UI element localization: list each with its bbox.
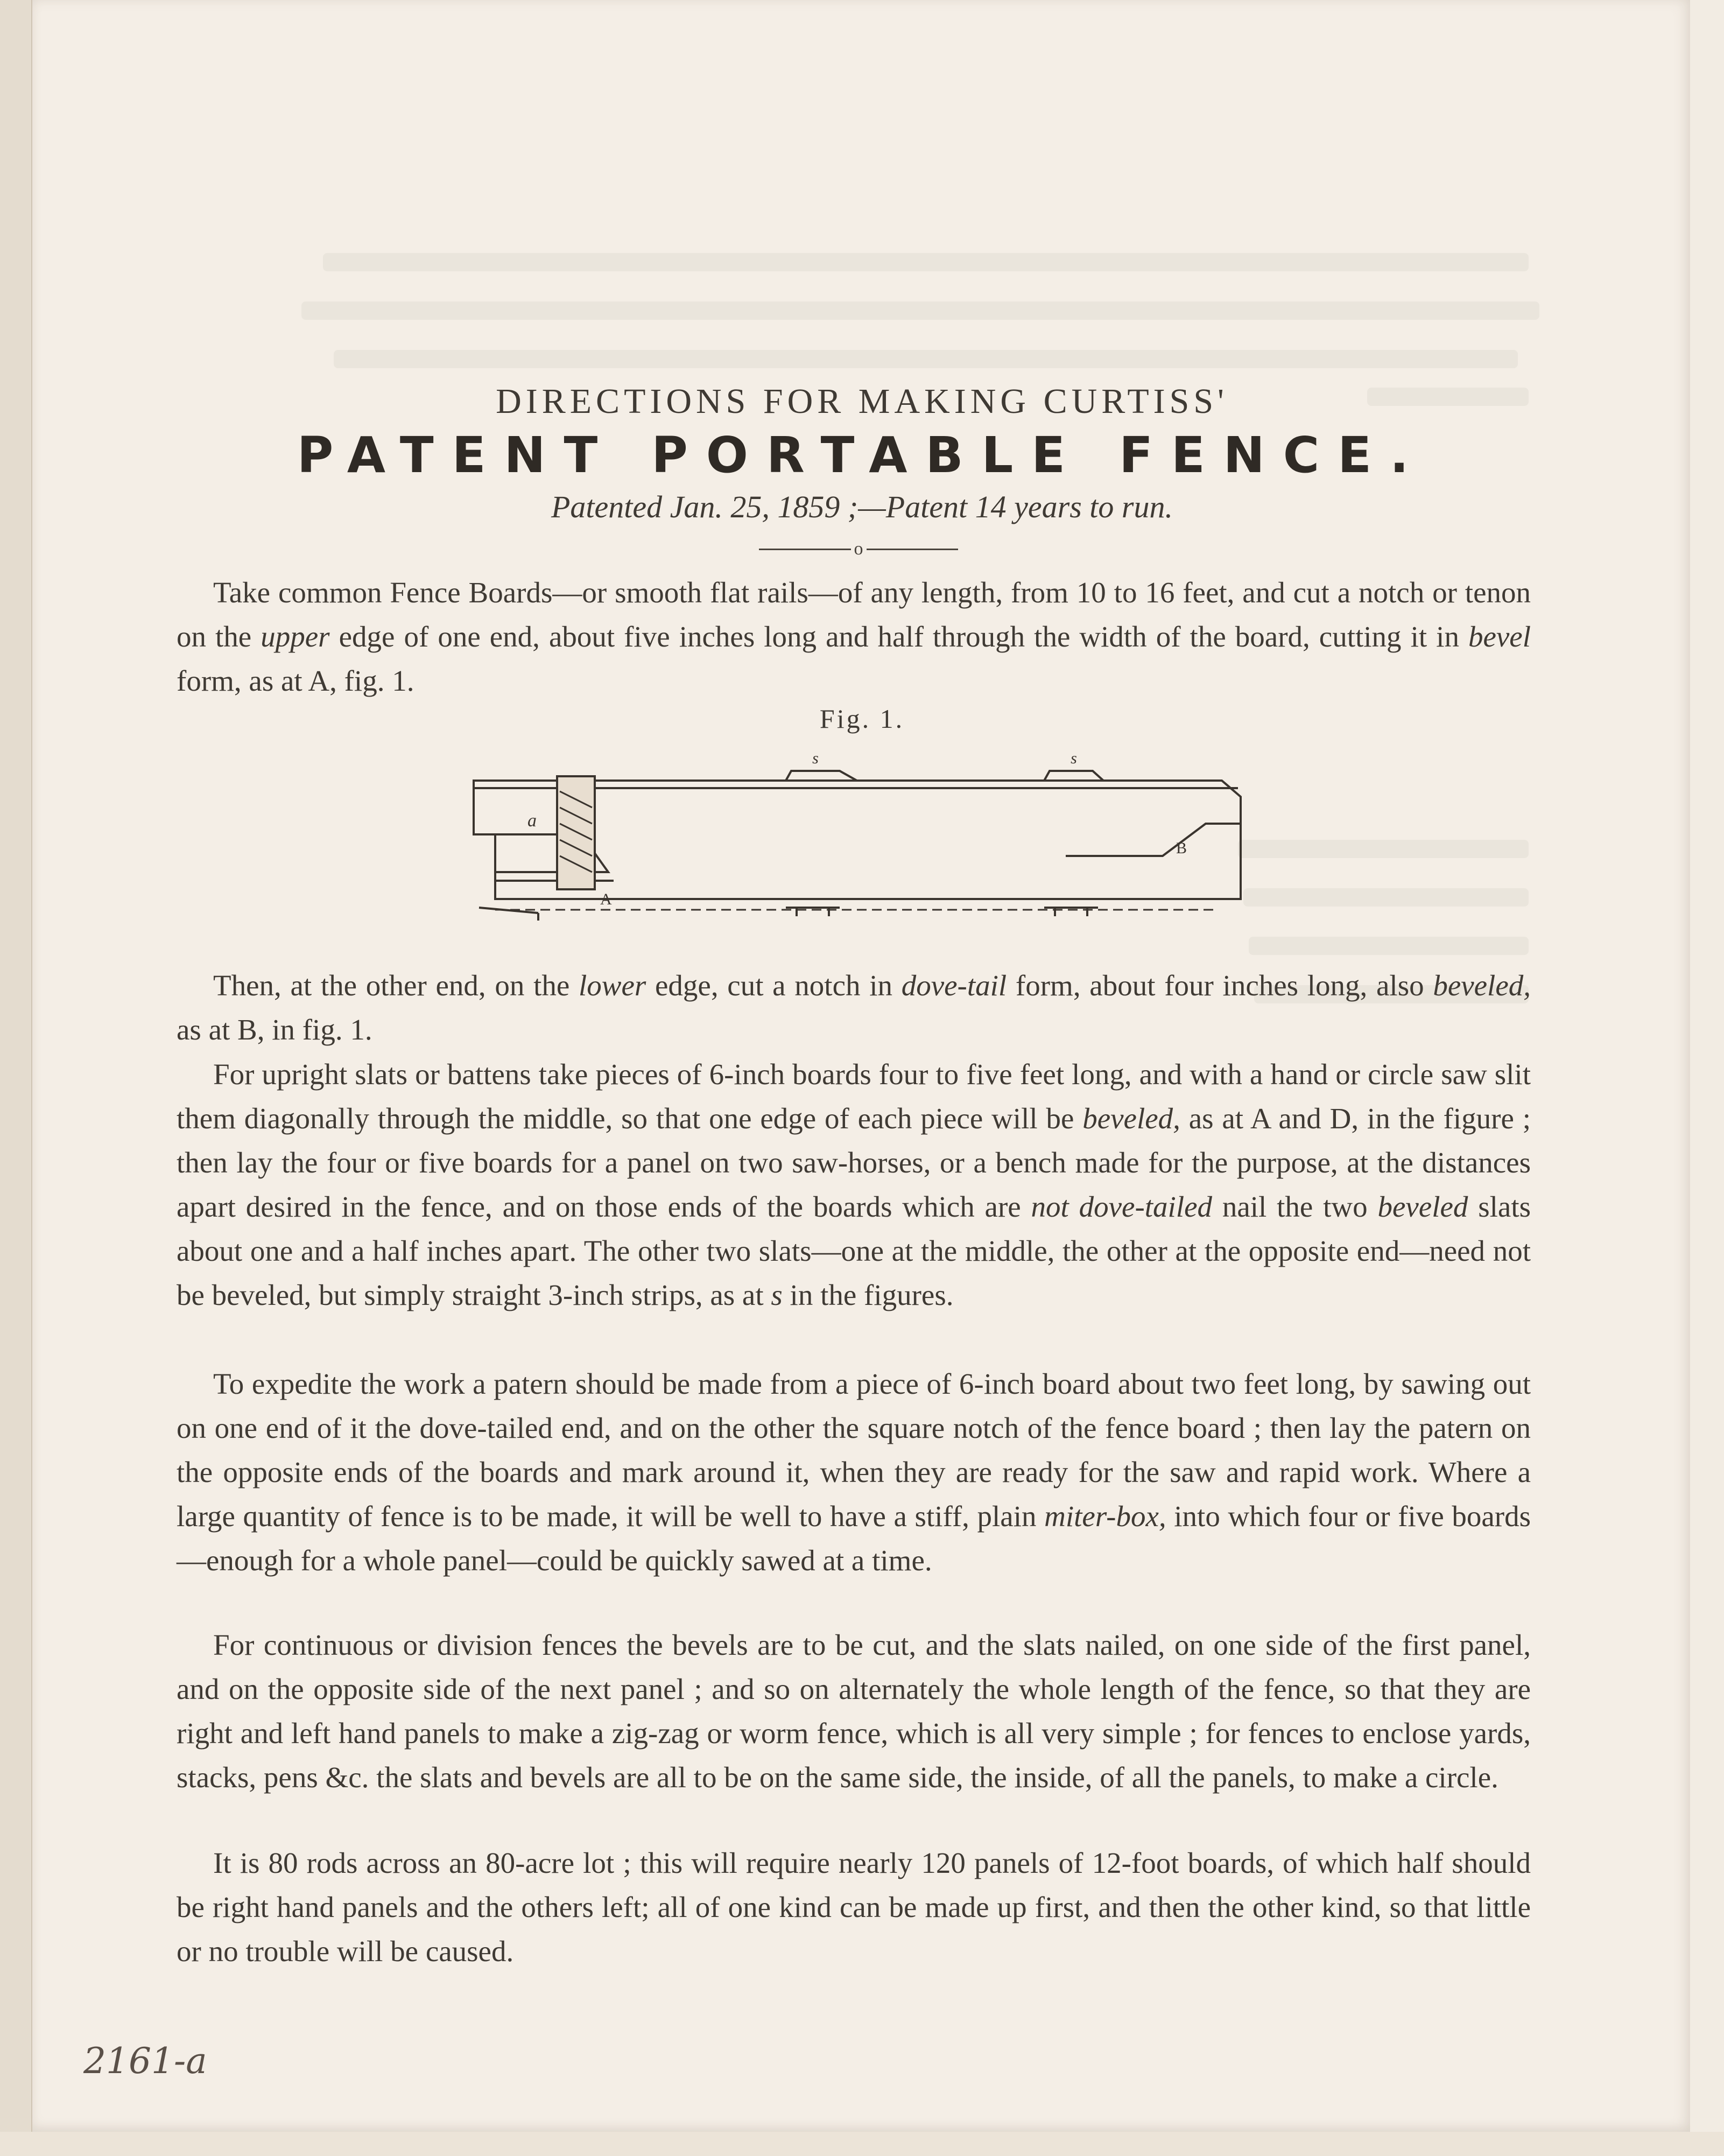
paragraph-5: For continuous or division fences the bevels are to be cut, and the slats nailed, on one side of the first panel, and on the opposite side of the next panel ; and so on alternately the whole length of the fence, so that they are right and left hand panels to make a zig-zag or worm fence, which is all very simple ; for fences to enclose yards, stacks, pens &c. the slats and bevels are all to be on the same side, the inside, of all the panels, to make a circle. xyxy=(177,1628,1531,1794)
top-slat-cap-1 xyxy=(786,771,857,781)
paragraph-3-text-c: as at A and D, in the figure ; then lay the four or five boards for a panel on two saw-horses, or a bench made for the purpose, at the distances apart desired in the fence, and on those ends of the boards which are xyxy=(177,1102,1531,1223)
dovetail-notch-b xyxy=(1066,824,1241,856)
paragraph-2 xyxy=(177,964,1531,1052)
bottom-strip-2 xyxy=(786,908,840,916)
paper-bottom-margin xyxy=(0,2132,1724,2156)
paragraph-2-italic-dove-tail: dove-tail xyxy=(901,969,1007,1002)
paragraph-1-italic-upper: upper xyxy=(261,620,330,653)
figure-label-B: B xyxy=(1176,839,1187,857)
paragraph-3-italic-not-dove-tailed: not dove-tailed xyxy=(1031,1190,1213,1223)
paragraph-1-italic-bevel: bevel xyxy=(1468,620,1531,653)
paragraph-4 xyxy=(177,1362,1531,1583)
paragraph-1-text-e: form, as at A, fig. 1. xyxy=(177,664,414,697)
paragraph-1 xyxy=(177,571,1531,703)
paragraph-1-text-a: Take common Fence Boards—or smooth flat rails—of any length, from 10 to 16 feet, and cut a notch or tenon on the xyxy=(177,576,1531,653)
page-binding-edge xyxy=(0,0,34,2156)
paragraph-2-text-g: as at B, in fig. 1. xyxy=(177,1013,372,1046)
fence-board-figure xyxy=(463,748,1259,974)
paragraph-6: It is 80 rods across an 80-acre lot ; this will require nearly 120 panels of 12-foot boards, of which half should be right hand panels and the others left; all of one kind can be made up first, and then the other kind, so that little or no trouble will be caused. xyxy=(177,1846,1531,1968)
figure-caption: Fig. 1. xyxy=(819,704,905,734)
paragraph-3-italic-beveled: beveled, xyxy=(1082,1102,1180,1135)
top-slat-cap-2 xyxy=(1044,771,1103,781)
handwritten-catalog-note: 2161-a xyxy=(83,2040,207,2082)
figure-label-s-2: s xyxy=(1071,749,1077,767)
paragraph-3-text-e: nail the two xyxy=(1212,1190,1378,1223)
rule-line-right xyxy=(867,549,959,550)
rule-line-left xyxy=(759,549,851,550)
heading-rule xyxy=(759,539,958,559)
paragraph-3-italic-s: s xyxy=(771,1279,783,1311)
heading-patent-portable-fence: PATENT PORTABLE FENCE. xyxy=(297,426,1427,484)
figure-label-a-small: a xyxy=(527,811,537,831)
paragraph-3-text-i: in the figures. xyxy=(782,1279,954,1311)
paragraph-2-text-e: form, about four inches long, also xyxy=(1007,969,1433,1002)
paragraph-4-italic-miter-box: miter-box, xyxy=(1044,1500,1166,1533)
paragraph-3-italic-beveled-2: beveled xyxy=(1377,1190,1468,1223)
paragraph-3-text-g: slats about one and a half inches apart. The other two slats—one at the middle, the other at the opposite end—need not be beveled, but simply straight 3-inch strips, as at xyxy=(177,1190,1531,1311)
figure-label-A: A xyxy=(600,890,612,908)
paragraph-2-text-c: edge, cut a notch in xyxy=(646,969,902,1002)
heading-directions: DIRECTIONS FOR MAKING CURTISS' xyxy=(496,382,1228,421)
paragraph-4-text-a: To expedite the work a patern should be made from a piece of 6-inch board about two feet long, by sawing out on one end of it the dove-tailed end, and on the other the square notch of the fence board ; then lay the patern on the opposite ends of the boards and mark around it, when they are ready for the saw and rapid work. Where a large quantity of fence is to be made, it will be well to have a stiff, plain xyxy=(177,1367,1531,1533)
rule-mark: o xyxy=(854,539,863,559)
paragraph-2-italic-beveled: beveled, xyxy=(1433,969,1531,1002)
paragraph-2-italic-lower: lower xyxy=(579,969,646,1002)
paragraph-1-text-c: edge of one end, about five inches long and half through the width of the board, cutting it in xyxy=(329,620,1468,653)
heading-patent-date: Patented Jan. 25, 1859 ;—Patent 14 years to run. xyxy=(551,489,1173,524)
bottom-strip-3 xyxy=(1044,908,1098,916)
paragraph-3 xyxy=(177,1052,1531,1317)
paragraph-4-text-c: into which four or five boards—enough for a whole panel—could be quickly sawed at a time. xyxy=(177,1500,1531,1577)
paragraph-2-text-a: Then, at the other end, on the xyxy=(213,969,579,1002)
paragraph-3-text-a: For upright slats or battens take pieces of 6-inch boards four to five feet long, and with a hand or circle saw slit them diagonally through the middle, so that one edge of each piece will be xyxy=(177,1058,1531,1135)
figure-label-s-1: s xyxy=(812,749,819,767)
